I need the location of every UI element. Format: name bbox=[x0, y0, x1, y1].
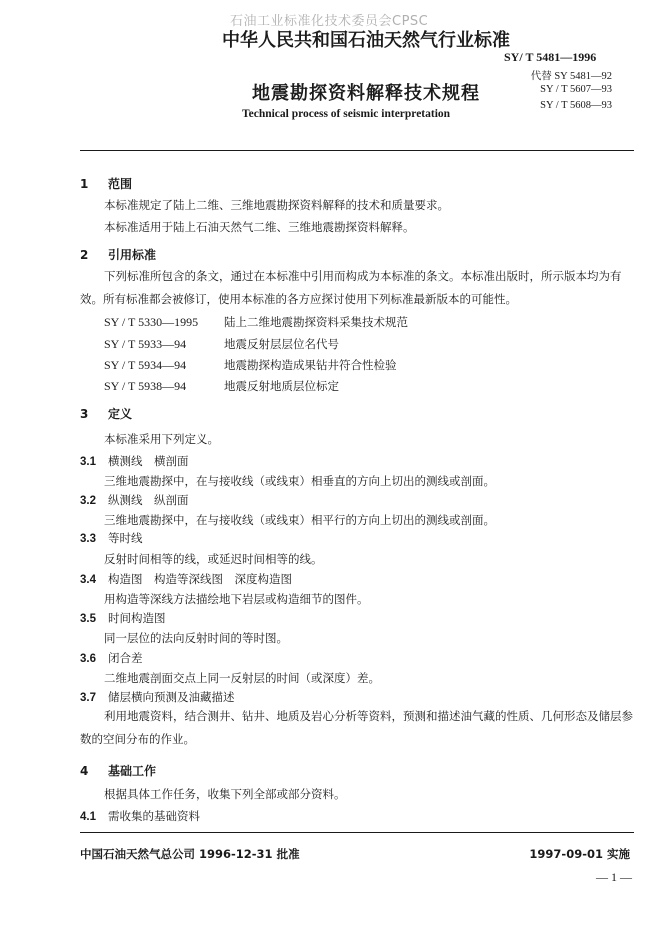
definition-heading bbox=[80, 689, 235, 705]
section-number: 1 bbox=[80, 177, 89, 191]
section-heading bbox=[80, 762, 156, 779]
definition-term: 闭合差 bbox=[108, 651, 143, 665]
definition-text: 三维地震勘探中，在与接收线（或线束）相垂直的方向上切出的测线或剖面。 bbox=[104, 474, 495, 488]
org-title: 中华人民共和国石油天然气行业标准 bbox=[222, 30, 510, 51]
document-title-english: Technical process of seismic interpretation bbox=[242, 108, 451, 120]
definition-term: 构造图 构造等深线图 深度构造图 bbox=[108, 572, 292, 586]
section-heading bbox=[80, 246, 156, 263]
definition-heading bbox=[80, 530, 143, 546]
section-heading bbox=[80, 405, 132, 422]
section-title: 引用标准 bbox=[108, 248, 157, 262]
definition-text: 利用地震资料，结合测井、钻井、地质及岩心分析等资料，预测和描述油气藏的性质、几何形态及储层参数的空间分布的作业。 bbox=[80, 709, 633, 746]
definition-term: 储层横向预测及油藏描述 bbox=[108, 690, 235, 704]
reference-title: 陆上二维地震勘探资料采集技术规范 bbox=[224, 315, 408, 329]
reference-title: 地震反射层层位名代号 bbox=[224, 337, 339, 351]
clause-number: 3.1 bbox=[80, 456, 96, 468]
reference-code: SY / T 5330—1995 bbox=[104, 315, 199, 329]
subsection-term: 需收集的基础资料 bbox=[108, 809, 200, 823]
section-title: 范围 bbox=[108, 177, 133, 191]
definition-text: 反射时间相等的线，或延迟时间相等的线。 bbox=[104, 552, 323, 566]
section-heading bbox=[80, 175, 132, 192]
paragraph: 根据具体工作任务，收集下列全部或部分资料。 bbox=[104, 787, 346, 801]
reference-code: SY / T 5938—94 bbox=[104, 379, 187, 393]
header-rule bbox=[80, 150, 634, 151]
definition-term: 时间构造图 bbox=[108, 611, 166, 625]
clause-number: 3.4 bbox=[80, 574, 96, 586]
clause-number: 3.2 bbox=[80, 495, 96, 507]
definition-heading bbox=[80, 650, 143, 666]
definition-text: 二维地震剖面交点上同一反射层的时间（或深度）差。 bbox=[104, 671, 380, 685]
clause-number: 3.6 bbox=[80, 653, 96, 665]
footer-rule bbox=[80, 832, 634, 833]
paragraph: 本标准适用于陆上石油天然气二维、三维地震勘探资料解释。 bbox=[104, 220, 415, 234]
section-number: 2 bbox=[80, 248, 89, 262]
standard-number: SY/ T 5481—1996 bbox=[504, 50, 597, 64]
replaces-line: SY / T 5607—93 bbox=[540, 84, 612, 95]
paragraph: 本标准规定了陆上二维、三维地震勘探资料解释的技术和质量要求。 bbox=[104, 198, 449, 212]
document-title: 地震勘探资料解释技术规程 bbox=[252, 83, 480, 104]
section-number: 4 bbox=[80, 764, 89, 778]
watermark: 石油工业标准化技术委员会CPSC bbox=[230, 14, 429, 29]
reference-code: SY / T 5933—94 bbox=[104, 337, 187, 351]
paragraph: 本标准采用下列定义。 bbox=[104, 432, 219, 446]
approval-line: 中国石油天然气总公司 1996-12-31 批准 bbox=[80, 847, 300, 861]
page-number: — 1 — bbox=[596, 870, 632, 884]
definition-heading bbox=[80, 453, 189, 469]
definition-term: 纵测线 纵剖面 bbox=[108, 493, 189, 507]
effective-date: 1997-09-01 实施 bbox=[529, 847, 630, 861]
definition-heading bbox=[80, 571, 292, 587]
clause-number: 3.7 bbox=[80, 692, 96, 704]
reference-title: 地震勘探构造成果钻井符合性检验 bbox=[224, 358, 397, 372]
reference-title: 地震反射地质层位标定 bbox=[224, 379, 339, 393]
paragraph: 下列标准所包含的条文，通过在本标准中引用而构成为本标准的条文。本标准出版时，所示版本均为有效。所有标准都会被修订，使用本标准的各方应探讨使用下列标准最新版本的可能性。 bbox=[80, 269, 622, 306]
reference-item bbox=[104, 357, 397, 373]
section-title: 基础工作 bbox=[108, 764, 157, 778]
clause-number: 3.3 bbox=[80, 533, 96, 545]
clause-number: 4.1 bbox=[80, 811, 96, 823]
section-number: 3 bbox=[80, 407, 89, 421]
subsection-heading bbox=[80, 808, 200, 824]
reference-code: SY / T 5934—94 bbox=[104, 358, 187, 372]
reference-item bbox=[104, 314, 408, 330]
definition-text: 三维地震勘探中，在与接收线（或线束）相平行的方向上切出的测线或剖面。 bbox=[104, 513, 495, 527]
definition-text: 用构造等深线方法描绘地下岩层或构造细节的图件。 bbox=[104, 592, 369, 606]
reference-item bbox=[104, 378, 339, 394]
section-title: 定义 bbox=[108, 407, 133, 421]
definition-text: 同一层位的法向反射时间的等时图。 bbox=[104, 631, 288, 645]
replaces-line: 代替 SY 5481—92 bbox=[530, 71, 612, 82]
replaces-line: SY / T 5608—93 bbox=[540, 100, 612, 111]
clause-number: 3.5 bbox=[80, 613, 96, 625]
definition-heading bbox=[80, 492, 189, 508]
definition-heading bbox=[80, 610, 166, 626]
definition-term: 横测线 横剖面 bbox=[108, 454, 189, 468]
reference-item bbox=[104, 336, 339, 352]
definition-term: 等时线 bbox=[108, 531, 143, 545]
